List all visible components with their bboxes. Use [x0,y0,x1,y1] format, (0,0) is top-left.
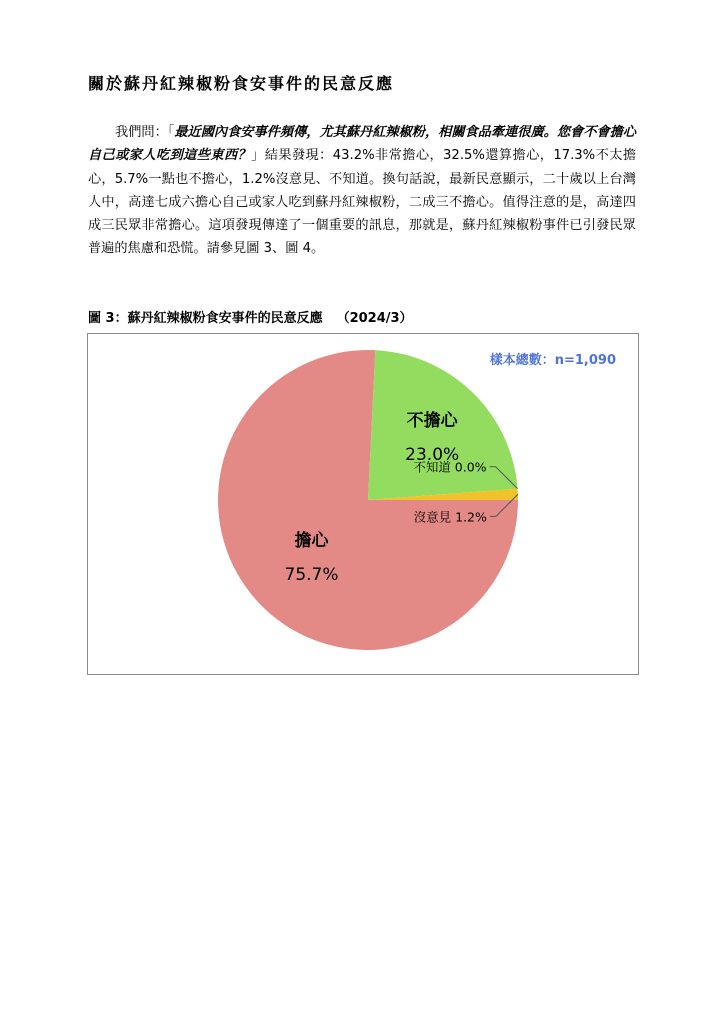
survey-question: 最近國內食安事件頻傳，尤其蘇丹紅辣椒粉，相關食品牽連很廣。您會不會擔心自己或家人吃到這些東西？ [88,125,636,164]
pie-slices [218,350,518,650]
figure-caption [88,307,413,326]
pie-chart-frame [87,333,639,675]
slice-value-0: 75.7% [284,564,339,585]
sample-size-note: 樣本總數：n=1,090 [489,353,616,368]
body-paragraph [88,121,636,261]
page-title: 關於蘇丹紅辣椒粉食安事件的民意反應 [88,74,395,93]
external-label-2: 不知道 0.0% [413,459,487,475]
paragraph-intro: 我們問：「 [115,125,175,140]
slice-label-1: 不擔心 [406,411,458,432]
paragraph-body: 」結果發現：43.2%非常擔心，32.5%還算擔心，17.3%不太擔心，5.7%一點也不擔心，1.2%沒意見、不知道。換句話說，最新民意顯示，二十歲以上台灣人中，高達七成六擔心自己或家人吃到蘇丹紅辣椒粉，二成三不擔心。值得注意的是，高達四成三民眾非常擔心。這項發現傳達了一個重要的訊息，那就是，蘇丹紅辣椒粉事件已引發民眾普遍的焦慮和恐慌。請參見圖 3、圖 4。 [88,148,637,257]
pie-chart [88,334,640,676]
external-label-3: 沒意見 1.2% [413,509,487,525]
figure-caption-date: （2024/3） [336,311,413,326]
figure-caption-title: 圖 3：蘇丹紅辣椒粉食安事件的民意反應 [88,311,323,326]
slice-label-0: 擔心 [294,530,329,551]
slice-value-1: 23.0% [405,445,460,466]
